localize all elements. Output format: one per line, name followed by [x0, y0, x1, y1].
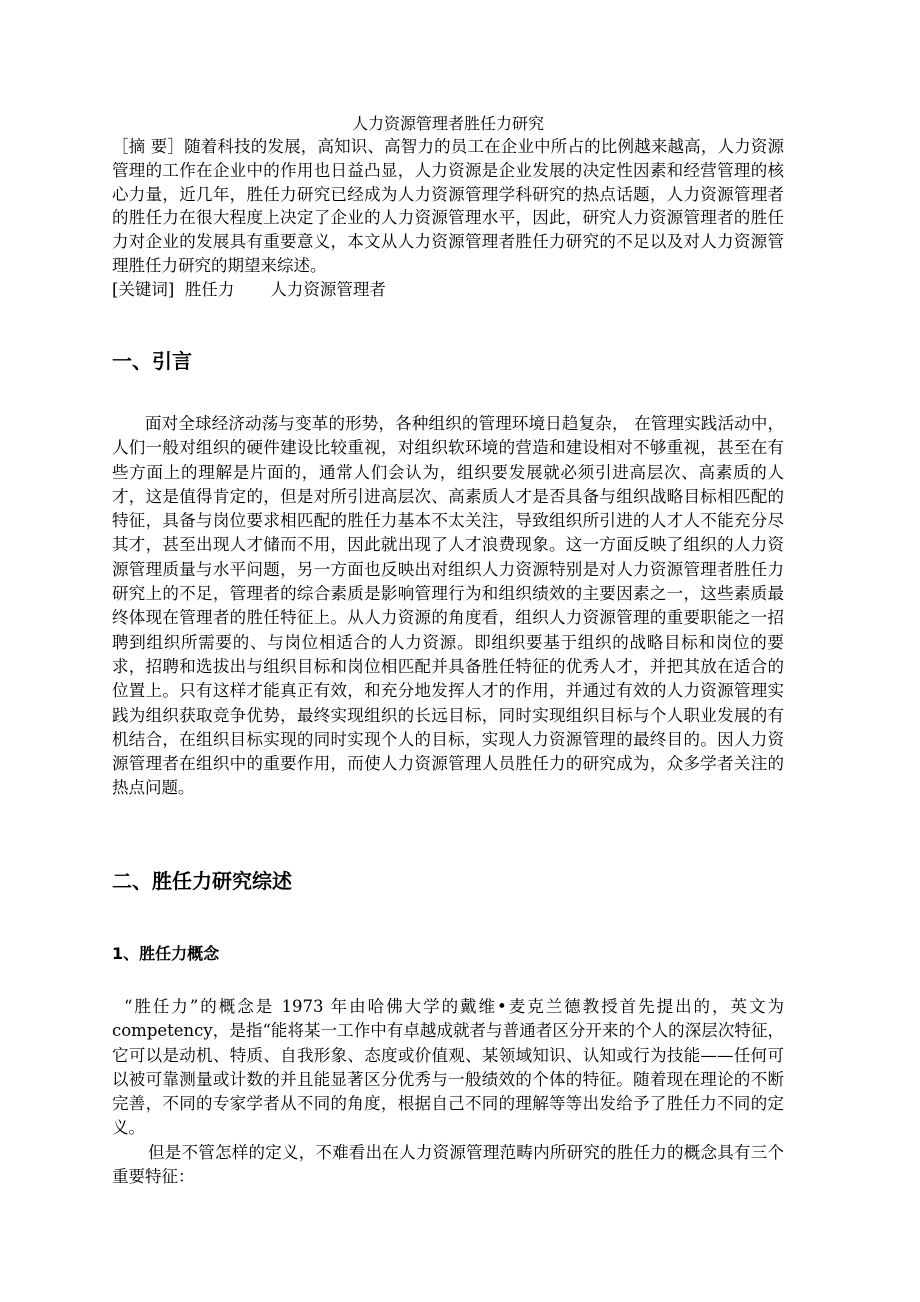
document-page [112, 112, 784, 1187]
abstract-paragraph: ［摘 要］随着科技的发展，高知识、高智力的员工在企业中所占的比例越来越高，人力资源管理的工作在企业中的作用也日益凸显，人力资源是企业发展的决定性因素和经营管理的核心力量，近几年，胜任力研究已经成为人力资源管理学科研究的热点话题，人力资源管理者的胜任力在很大程度上决定了企业的人力资源管理水平，因此，研究人力资源管理者的胜任力对企业的发展具有重要意义，本文从人力资源管理者胜任力研究的不足以及对人力资源管理胜任力研究的期望来综述。 [112, 137, 784, 275]
section-heading: 一、引言 [112, 349, 192, 373]
body-paragraph: “胜任力”的概念是 1973 年由哈佛大学的戴维•麦克兰德教授首先提出的，英文为 competency，是指“能将某一工作中有卓越成就者与普通者区分开来的个人的深层次特征，它可以是动机、特质、自我形象、态度或价值观、某领域知识、认知或行为技能——任何可以被可靠测量或计数的并且能显著区分优秀与一般绩效的个体的特征。随着现在理论的不断完善，不同的专家学者从不同的角度，根据自己不同的理解等等出发给予了胜任力不同的定义。 [112, 997, 784, 1138]
keyword-item: 人力资源管理者 [270, 279, 386, 299]
keyword-item: 胜任力 [184, 279, 235, 299]
body-paragraph: 面对全球经济动荡与变革的形势，各种组织的管理环境日趋复杂， 在管理实践活动中，人们一般对组织的硬件建设比较重视，对组织软环境的营造和建设相对不够重视，甚至在有些方面上的理解是片面的，通常人们会认为，组织要发展就必须引进高层次、高素质的人才，这是值得肯定的，但是对所引进高层次、高素质人才是否具备与组织战略目标相匹配的特征，具备与岗位要求相匹配的胜任力基本不太关注，导致组织所引进的人才人不能充分尽其才，甚至出现人才储而不用，因此就出现了人才浪费现象。这一方面反映了组织的人力资源管理质量与水平问题，另一方面也反映出对组织人力资源特别是对人力资源管理者胜任力研究上的不足，管理者的综合素质是影响管理行为和组织绩效的主要因素之一，这些素质最终体现在管理者的胜任特征上。从人力资源的角度看，组织人力资源管理的重要职能之一招聘到组织所需要的、与岗位相适合的人力资源。即组织要基于组织的战略目标和岗位的要求，招聘和选拔出与组织目标和岗位相匹配并具备胜任特征的优秀人才，并把其放在适合的位置上。只有这样才能真正有效，和充分地发挥人才的作用，并通过有效的人力资源管理实践为组织获取竞争优势，最终实现组织的长远目标，同时实现组织目标与个人职业发展的有机结合，在组织目标实现的同时实现个人的目标，实现人力资源管理的最终目的。因人力资源管理者在组织中的重要作用，而使人力资源管理人员胜任力的研究成为，众多学者关注的热点问题。 [112, 414, 784, 798]
body-paragraph: 但是不管怎样的定义，不难看出在人力资源管理范畴内所研究的胜任力的概念具有三个重要特征： [112, 1143, 784, 1187]
subsection-heading: 1、胜任力概念 [112, 944, 220, 963]
keywords-label: [关键词] [112, 279, 175, 299]
keywords-line [112, 278, 784, 302]
document-title: 人力资源管理者胜任力研究 [351, 114, 544, 133]
section-heading: 二、胜任力研究综述 [112, 869, 292, 893]
